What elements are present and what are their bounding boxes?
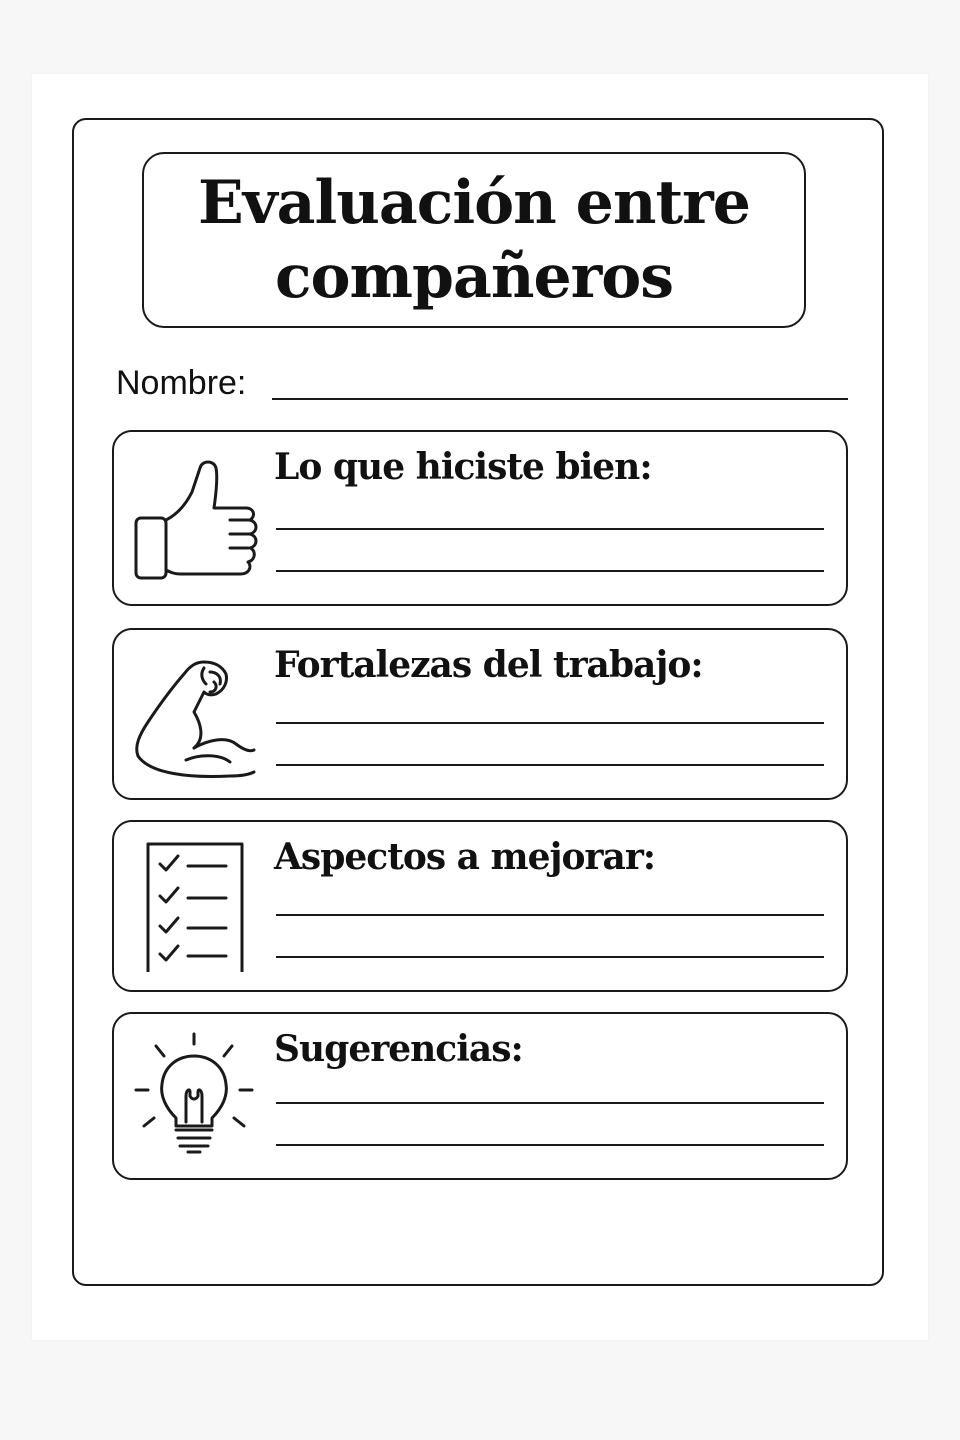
write-line[interactable] xyxy=(276,1144,824,1146)
section-done-well xyxy=(112,430,848,606)
section-label: Aspectos a mejorar: xyxy=(274,836,656,878)
write-line[interactable] xyxy=(276,956,824,958)
section-label: Lo que hiciste bien: xyxy=(274,446,652,488)
name-row xyxy=(116,362,848,406)
section-label: Sugerencias: xyxy=(274,1028,523,1070)
write-line[interactable] xyxy=(276,570,824,572)
thumbs-up-icon xyxy=(130,454,260,584)
section-suggestions xyxy=(112,1012,848,1180)
write-line[interactable] xyxy=(276,722,824,724)
name-write-line[interactable] xyxy=(272,398,848,400)
write-line[interactable] xyxy=(276,1102,824,1104)
write-line[interactable] xyxy=(276,914,824,916)
section-label: Fortalezas del trabajo: xyxy=(274,644,703,686)
title-box xyxy=(142,152,806,328)
section-to-improve xyxy=(112,820,848,992)
write-line[interactable] xyxy=(276,764,824,766)
lightbulb-icon xyxy=(130,1030,260,1160)
name-label: Nombre: xyxy=(116,364,247,402)
section-strengths xyxy=(112,628,848,800)
write-line[interactable] xyxy=(276,528,824,530)
flexed-arm-icon xyxy=(130,650,260,780)
checklist-icon xyxy=(130,842,260,972)
page-title: Evaluación entre compañeros xyxy=(198,168,750,312)
